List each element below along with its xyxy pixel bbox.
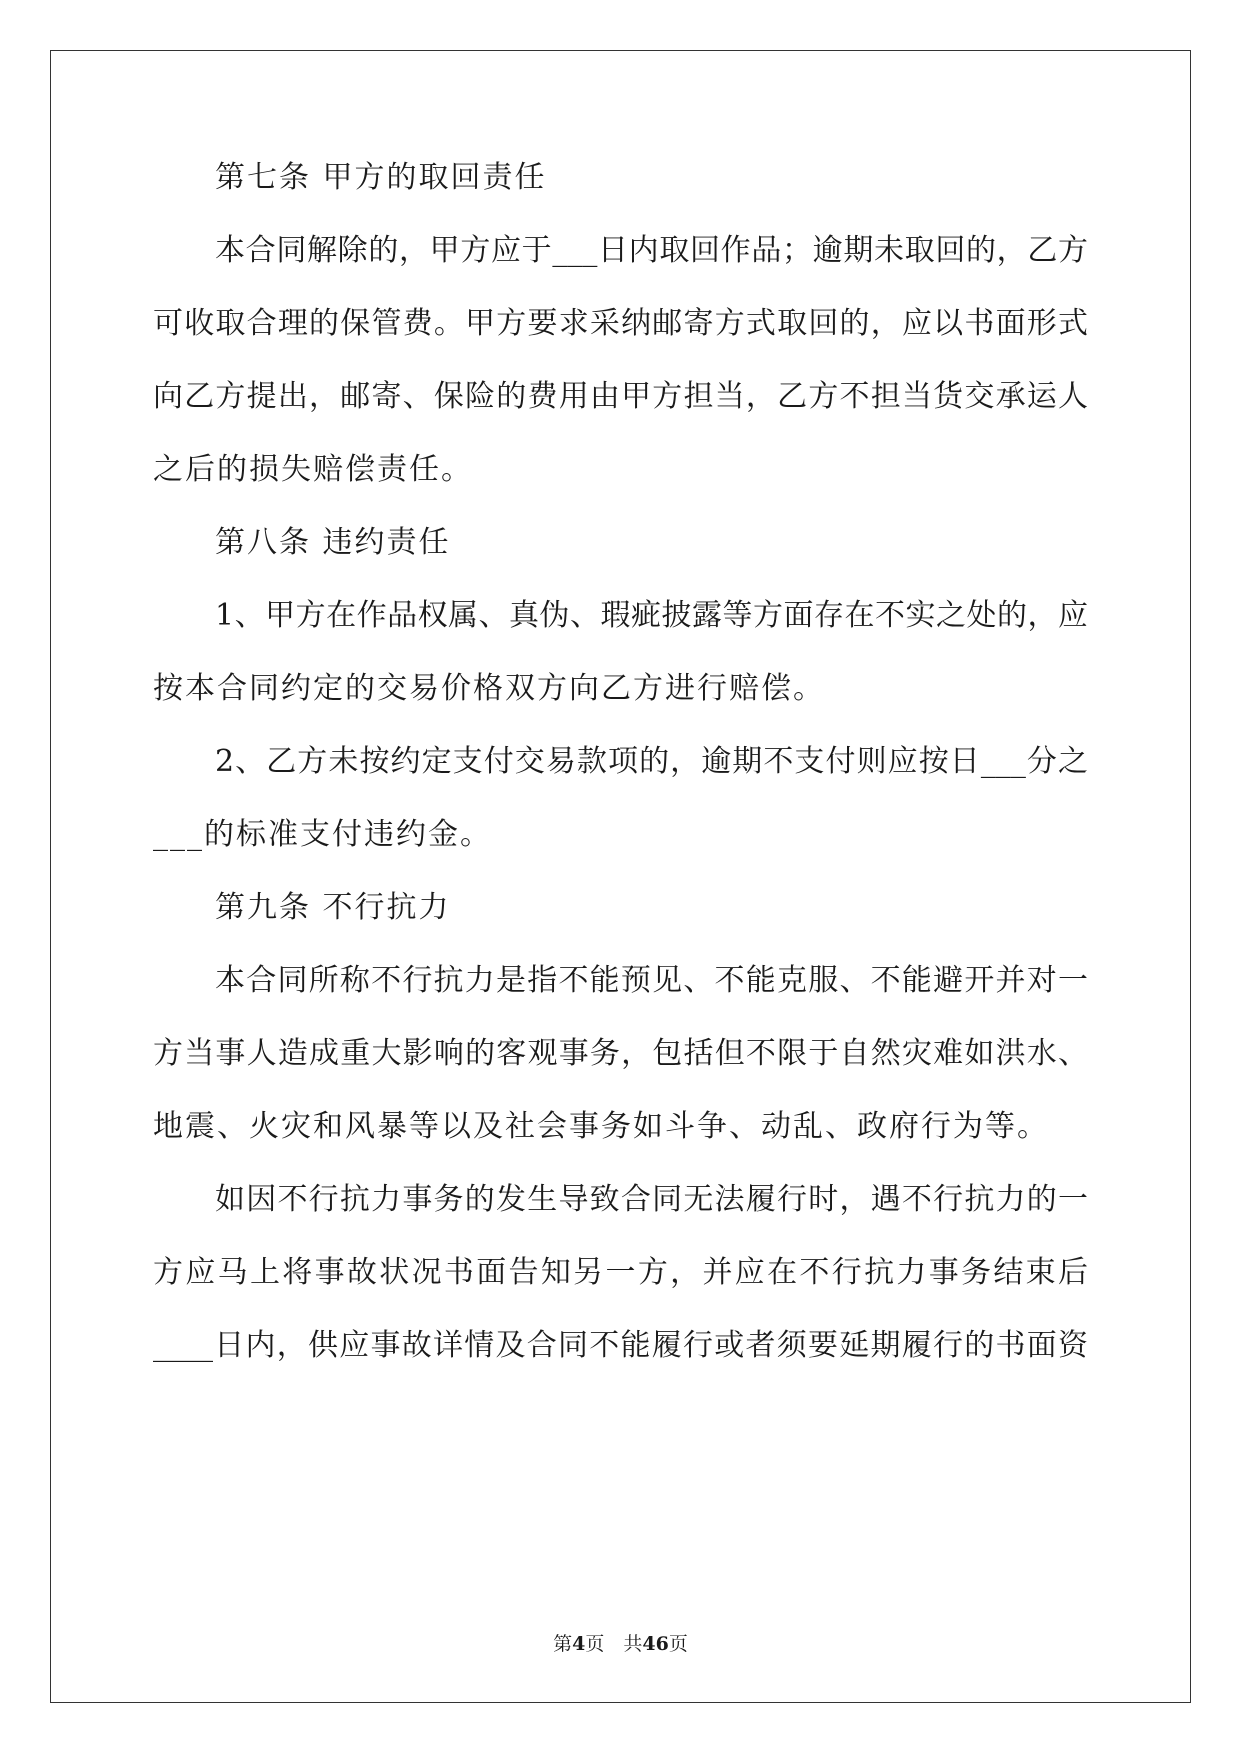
paragraph-line: 之后的损失赔偿责任。 [153,452,473,487]
page-footer [0,1632,1241,1656]
paragraph-line: 方应马上将事故状况书面告知另一方，并应在不行抗力事务结束后 [153,1255,1088,1290]
footer-prefix: 第 [553,1633,573,1655]
article-7-heading: 第七条 甲方的取回责任 [215,160,547,195]
paragraph-line: 如因不行抗力事务的发生导致合同无法履行时，遇不行抗力的一 [215,1182,1088,1217]
article-8-heading: 第八条 违约责任 [215,525,451,560]
footer-suffix: 页 [668,1633,688,1655]
total-page-count: 46 [642,1633,669,1655]
paragraph-line: 可收取合理的保管费。甲方要求采纳邮寄方式取回的，应以书面形式 [153,306,1088,341]
paragraph-line: 按本合同约定的交易价格双方向乙方进行赔偿。 [153,671,825,706]
paragraph-line: 向乙方提出，邮寄、保险的费用由甲方担当，乙方不担当货交承运人 [153,379,1088,414]
paragraph-line: ____日内，供应事故详情及合同不能履行或者须要延期履行的书面资 [153,1328,1088,1363]
paragraph-line: 2、乙方未按约定支付交易款项的，逾期不支付则应按日___分之 [215,744,1088,779]
paragraph-line: 地震、火灾和风暴等以及社会事务如斗争、动乱、政府行为等。 [153,1109,1049,1144]
paragraph-line: 本合同所称不行抗力是指不能预见、不能克服、不能避开并对一 [215,963,1088,998]
paragraph-line: 本合同解除的，甲方应于___日内取回作品；逾期未取回的，乙方 [215,233,1088,268]
page-border [50,50,1191,1703]
paragraph-line: 1、甲方在作品权属、真伪、瑕疵披露等方面存在不实之处的，应 [215,598,1088,633]
paragraph-line: 方当事人造成重大影响的客观事务，包括但不限于自然灾难如洪水、 [153,1036,1088,1071]
paragraph-line: ___的标准支付违约金。 [153,817,492,852]
footer-mid: 页 共 [585,1633,643,1655]
article-9-heading: 第九条 不行抗力 [215,890,451,925]
current-page-number: 4 [572,1633,586,1655]
